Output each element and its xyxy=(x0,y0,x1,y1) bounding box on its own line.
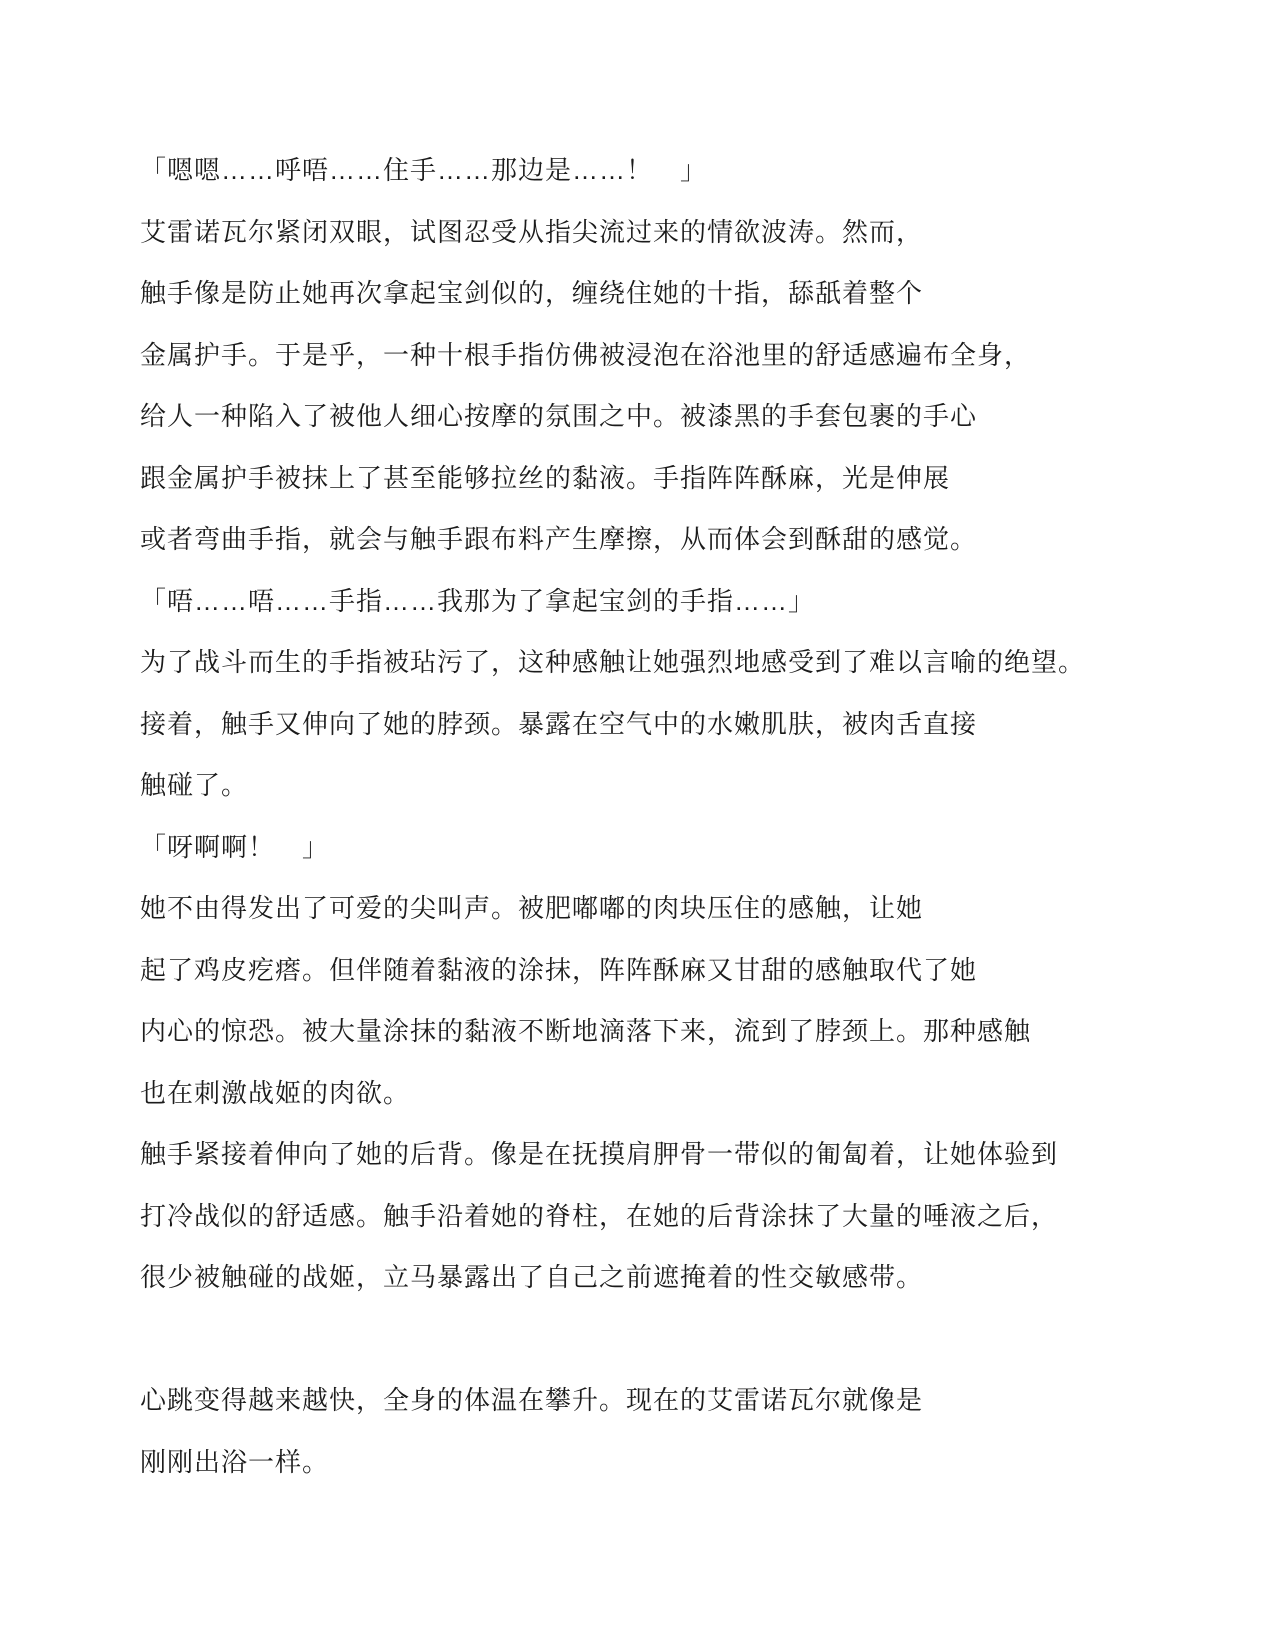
text-line: 给人一种陷入了被他人细心按摩的氛围之中。被漆黑的手套包裹的手心 xyxy=(140,401,978,431)
text-line: 为了战斗而生的手指被玷污了，这种感触让她强烈地感受到了难以言喻的绝望。 xyxy=(140,647,1086,677)
text-line: 金属护手。于是乎，一种十根手指仿佛被浸泡在浴池里的舒适感遍布全身， xyxy=(140,339,1032,370)
text-line: 触手像是防止她再次拿起宝剑似的，缠绕住她的十指，舔舐着整个 xyxy=(140,278,924,308)
text-line: 很少被触碰的战姬，立马暴露出了自己之前遮掩着的性交敏感带。 xyxy=(140,1262,924,1292)
text-line: 接着，触手又伸向了她的脖颈。暴露在空气中的水嫩肌肤，被肉舌直接 xyxy=(140,708,978,739)
text-line: 心跳变得越来越快，全身的体温在攀升。现在的艾雷诺瓦尔就像是 xyxy=(140,1385,924,1415)
text-line: 刚刚出浴一样。 xyxy=(140,1446,330,1477)
text-line: 她不由得发出了可爱的尖叫声。被肥嘟嘟的肉块压住的感触，让她 xyxy=(140,893,924,923)
text-line: 起了鸡皮疙瘩。但伴随着黏液的涂抹，阵阵酥麻又甘甜的感触取代了她 xyxy=(140,954,978,985)
blank-line xyxy=(140,1309,1190,1371)
text-line: 「唔……唔……手指……我那为了拿起宝剑的手指……」 xyxy=(140,585,816,616)
text-line: 触手紧接着伸向了她的后背。像是在抚摸肩胛骨一带似的匍匐着，让她体验到 xyxy=(140,1139,1059,1169)
text-body xyxy=(140,140,1190,1493)
text-line: 或者弯曲手指，就会与触手跟布料产生摩擦，从而体会到酥甜的感觉。 xyxy=(140,524,978,554)
text-line: 触碰了。 xyxy=(140,770,249,800)
text-line: 「嗯嗯……呼唔……住手……那边是……！ 」 xyxy=(140,155,708,185)
text-line: 「呀啊啊！ 」 xyxy=(140,831,330,862)
text-line: 打冷战似的舒适感。触手沿着她的脊柱，在她的后背涂抹了大量的唾液之后， xyxy=(140,1200,1059,1231)
text-line: 内心的惊恐。被大量涂抹的黏液不断地滴落下来，流到了脖颈上。那种感触 xyxy=(140,1016,1032,1046)
text-line: 也在刺激战姬的肉欲。 xyxy=(140,1077,411,1108)
text-line: 跟金属护手被抹上了甚至能够拉丝的黏液。手指阵阵酥麻，光是伸展 xyxy=(140,462,951,493)
text-line: 艾雷诺瓦尔紧闭双眼，试图忍受从指尖流过来的情欲波涛。然而， xyxy=(140,216,924,247)
